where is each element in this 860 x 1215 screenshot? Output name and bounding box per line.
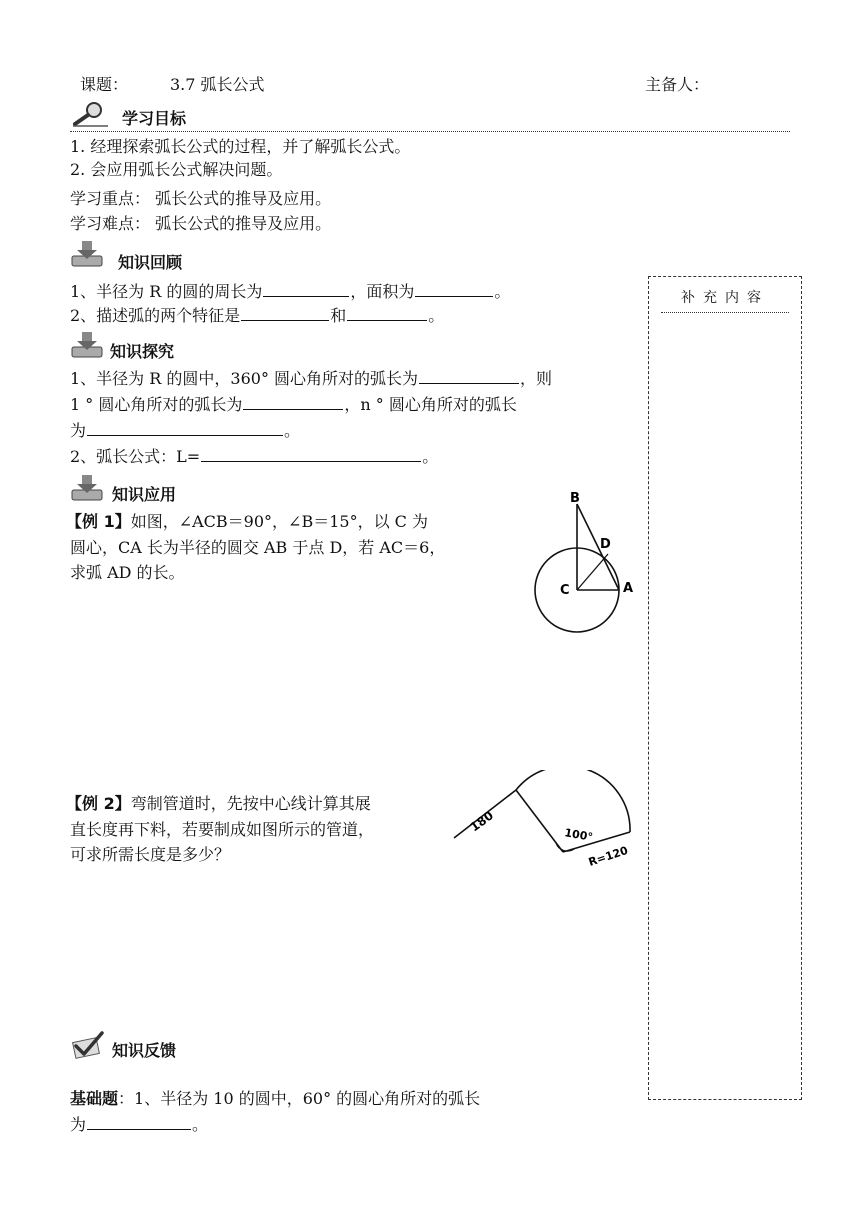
objectives-title: 学习目标: [122, 109, 187, 128]
area-blank[interactable]: [415, 280, 493, 297]
circumference-blank[interactable]: [263, 280, 349, 297]
figure-pipe: [450, 770, 640, 870]
review-q1: [70, 280, 510, 303]
explore-l4-text-b: 。: [422, 447, 439, 466]
review-q1-text-a: 1、半径为 R 的圆的周长为: [70, 282, 263, 301]
review-q2-text-a: 2、描述弧的两个特征是: [70, 306, 241, 325]
example1-line3: 求弧 AD 的长。: [70, 563, 185, 582]
explore-l1-text-a: 1、半径为 R 的圆中，360° 圆心角所对的弧长为: [70, 369, 419, 388]
explore-l3-text-a: 为: [70, 421, 87, 440]
explore-l3-text-b: 。: [284, 421, 301, 440]
example2-line3: 可求所需长度是多少？: [70, 845, 231, 864]
explore-l2-text-a: 1 ° 圆心角所对的弧长为: [70, 395, 243, 414]
author-label: 主备人：: [645, 75, 710, 94]
objective-1: 1. 经理探索弧长公式的过程，并了解弧长公式。: [70, 137, 411, 156]
review-q1-text-c: 。: [494, 282, 511, 301]
example1-line1: [66, 511, 428, 533]
review-q2-text-b: 和: [330, 306, 347, 325]
download-tray-icon: [70, 240, 104, 268]
basic-q1-text: ：1、半径为 10 的圆中，60° 的圆心角所对的弧长: [118, 1089, 481, 1108]
example1-label: 【例 1】: [66, 512, 131, 531]
download-tray-icon: [70, 331, 104, 359]
label-d: D: [600, 537, 611, 552]
feature1-blank[interactable]: [241, 304, 329, 321]
basic-q1-text-c: 。: [192, 1115, 209, 1134]
review-title: 知识回顾: [118, 253, 183, 272]
review-q2: [70, 304, 444, 327]
magnifier-icon: [70, 100, 110, 128]
explore-l2: [70, 393, 517, 416]
arc1-blank[interactable]: [243, 393, 343, 410]
example1-text1: 如图，∠ACB＝90°，∠B＝15°，以 C 为: [130, 512, 428, 531]
explore-l2-text-b: ，n ° 圆心角所对的弧长: [344, 395, 517, 414]
explore-l1-text-b: ，则: [520, 369, 553, 388]
apply-title: 知识应用: [112, 485, 177, 504]
example2-label: 【例 2】: [66, 794, 131, 813]
key-point: 学习重点： 弧长公式的推导及应用。: [70, 189, 332, 208]
objective-2: 2. 会应用弧长公式解决问题。: [70, 160, 283, 179]
arcn-blank[interactable]: [87, 419, 283, 436]
pipe-length-label: 180: [467, 808, 497, 835]
example2-line1: [66, 793, 371, 815]
pipe-radius-label: R=120: [586, 843, 630, 869]
explore-l1: [70, 367, 552, 390]
feature2-blank[interactable]: [347, 304, 427, 321]
label-b: B: [570, 491, 580, 506]
review-q2-text-c: 。: [428, 306, 445, 325]
explore-title: 知识探究: [110, 342, 175, 361]
supplement-title: 补充内容: [661, 287, 789, 313]
basic-answer-blank[interactable]: [87, 1113, 191, 1130]
basic-q1: [70, 1088, 480, 1110]
arc360-blank[interactable]: [419, 367, 519, 384]
feedback-title: 知识反馈: [112, 1041, 177, 1060]
review-q1-text-b: ，面积为: [350, 282, 415, 301]
supplement-box[interactable]: [648, 276, 802, 1100]
figure-circle-triangle: [528, 486, 638, 636]
basic-label: 基础题: [70, 1089, 119, 1108]
formula-blank[interactable]: [201, 445, 421, 462]
download-tray-icon: [70, 474, 104, 502]
explore-l4-text-a: 2、弧长公式：L=: [70, 447, 201, 466]
label-c: C: [560, 583, 570, 598]
topic-label: 课题：: [80, 75, 129, 94]
basic-q1-line2: [70, 1113, 208, 1136]
example1-line2: 圆心，CA 长为半径的圆交 AB 于点 D，若 AC＝6，: [70, 538, 446, 557]
label-a: A: [623, 581, 634, 596]
explore-l3: [70, 419, 300, 442]
pipe-angle-label: 100°: [563, 826, 594, 844]
checkmark-icon: [70, 1030, 106, 1060]
explore-l4: [70, 445, 438, 468]
example2-text1: 弯制管道时，先按中心线计算其展: [130, 794, 371, 813]
section-divider: [70, 131, 790, 132]
difficulty: 学习难点： 弧长公式的推导及应用。: [70, 214, 332, 233]
basic-q1-text-b: 为: [70, 1115, 87, 1134]
topic-title: 3.7 弧长公式: [170, 75, 265, 94]
example2-line2: 直长度再下料，若要制成如图所示的管道，: [70, 820, 375, 839]
